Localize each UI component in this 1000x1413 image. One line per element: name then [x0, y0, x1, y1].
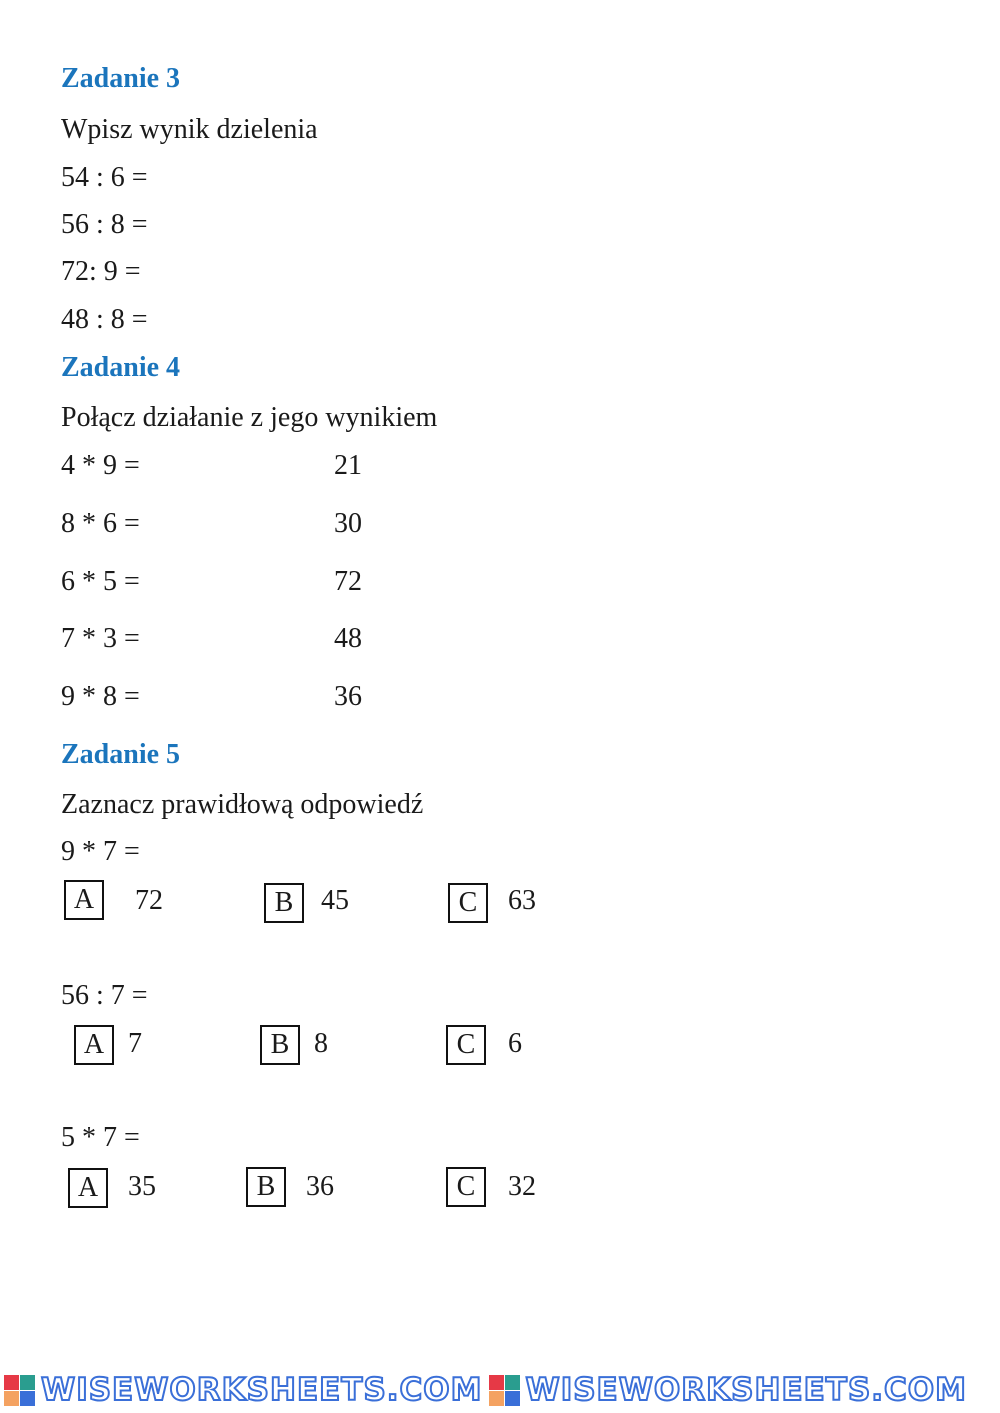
task3-item: 54 : 6 = — [61, 162, 148, 193]
task5-question: 9 * 7 = — [61, 836, 140, 867]
option-value: 32 — [508, 1171, 536, 1202]
task4-result: 48 — [334, 623, 362, 654]
task4-heading: Zadanie 4 — [61, 352, 181, 383]
option-value: 63 — [508, 885, 536, 916]
option-checkbox-c[interactable]: C — [446, 1025, 486, 1065]
task4-expression: 8 * 6 = — [61, 508, 140, 539]
watermark — [489, 1372, 968, 1408]
option-value: 8 — [314, 1028, 328, 1059]
task3-instruction: Wpisz wynik dzielenia — [61, 114, 318, 145]
task4-result: 36 — [334, 681, 362, 712]
task5-question: 56 : 7 = — [61, 980, 148, 1011]
wiseworksheets-logo-icon — [489, 1375, 520, 1406]
task5-question: 5 * 7 = — [61, 1122, 140, 1153]
task3-item: 72: 9 = — [61, 256, 141, 287]
task5-instruction: Zaznacz prawidłową odpowiedź — [61, 789, 424, 820]
option-checkbox-b[interactable]: B — [246, 1167, 286, 1207]
task3-item: 48 : 8 = — [61, 304, 148, 335]
option-checkbox-c[interactable]: C — [446, 1167, 486, 1207]
task4-expression: 7 * 3 = — [61, 623, 140, 654]
option-checkbox-a[interactable]: A — [74, 1025, 114, 1065]
task4-result: 21 — [334, 450, 362, 481]
task4-expression: 6 * 5 = — [61, 566, 140, 597]
task5-heading: Zadanie 5 — [61, 739, 181, 770]
option-value: 6 — [508, 1028, 522, 1059]
task4-expression: 9 * 8 = — [61, 681, 140, 712]
task3-heading: Zadanie 3 — [61, 63, 181, 94]
option-value: 36 — [306, 1171, 334, 1202]
option-checkbox-a[interactable]: A — [64, 880, 104, 920]
watermark — [4, 1372, 483, 1408]
task4-expression: 4 * 9 = — [61, 450, 140, 481]
option-checkbox-a[interactable]: A — [68, 1168, 108, 1208]
task4-result: 30 — [334, 508, 362, 539]
task3-item: 56 : 8 = — [61, 209, 148, 240]
watermark-footer — [0, 1367, 1000, 1413]
watermark-text: WISEWORKSHEETS.COM — [525, 1372, 967, 1408]
option-checkbox-b[interactable]: B — [264, 883, 304, 923]
option-checkbox-c[interactable]: C — [448, 883, 488, 923]
option-checkbox-b[interactable]: B — [260, 1025, 300, 1065]
option-value: 7 — [128, 1028, 142, 1059]
wiseworksheets-logo-icon — [4, 1375, 35, 1406]
task4-result: 72 — [334, 566, 362, 597]
watermark-text: WISEWORKSHEETS.COM — [41, 1372, 483, 1408]
option-value: 35 — [128, 1171, 156, 1202]
task4-instruction: Połącz działanie z jego wynikiem — [61, 402, 438, 433]
option-value: 45 — [321, 885, 349, 916]
option-value: 72 — [135, 885, 163, 916]
